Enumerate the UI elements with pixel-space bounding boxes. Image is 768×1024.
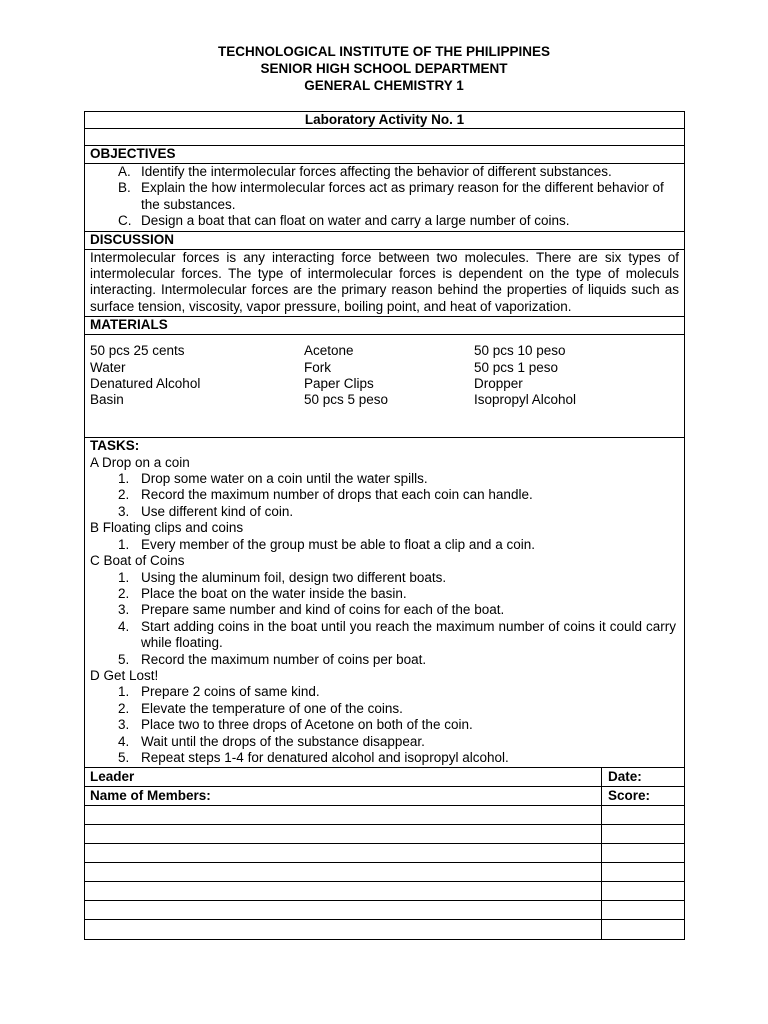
member-name-cell[interactable] xyxy=(85,844,602,862)
step-text: Repeat steps 1-4 for denatured alcohol and isopropyl alcohol. xyxy=(141,749,509,765)
step-number: 5. xyxy=(118,749,130,765)
tasks-body xyxy=(85,455,684,767)
list-marker: A. xyxy=(118,164,131,179)
step-text: Drop some water on a coin until the water spills. xyxy=(141,471,428,487)
task-group-title: A Drop on a coin xyxy=(90,454,190,470)
member-name-cell[interactable] xyxy=(85,825,602,843)
step-number: 1. xyxy=(118,536,130,552)
date-label[interactable]: Date: xyxy=(608,769,642,785)
material-item: 50 pcs 10 peso xyxy=(474,343,566,359)
step-number: 4. xyxy=(118,618,130,634)
member-score-cell[interactable] xyxy=(602,901,684,919)
step-text: Record the maximum number of coins per boat. xyxy=(141,651,427,667)
step-number: 2. xyxy=(118,487,130,503)
discussion-label: DISCUSSION xyxy=(90,231,175,247)
task-step xyxy=(90,717,676,733)
materials-column-1 xyxy=(90,343,304,437)
step-number: 2. xyxy=(118,585,130,601)
objectives-section xyxy=(85,164,684,232)
member-score-cell[interactable] xyxy=(602,825,684,843)
task-step xyxy=(90,652,676,668)
materials-column-3 xyxy=(474,343,674,437)
task-step xyxy=(90,586,676,602)
task-group-title: C Boat of Coins xyxy=(90,553,185,569)
objective-text: Explain the how intermolecular forces act as primary reason for the different behavior of the substances. xyxy=(141,180,664,212)
material-item: Water xyxy=(90,359,126,375)
list-item xyxy=(90,164,679,180)
step-number: 1. xyxy=(118,471,130,487)
member-name-cell[interactable] xyxy=(85,882,602,900)
materials-grid xyxy=(85,335,684,438)
list-item xyxy=(90,180,679,213)
step-number: 1. xyxy=(118,684,130,700)
signoff-table xyxy=(85,768,684,939)
members-row xyxy=(85,787,684,806)
task-step xyxy=(90,734,676,750)
material-item: Isopropyl Alcohol xyxy=(474,392,577,408)
step-text: Wait until the drops of the substance disappear. xyxy=(141,733,425,749)
members-label[interactable]: Name of Members: xyxy=(85,787,602,805)
member-name-cell[interactable] xyxy=(85,863,602,881)
materials-label-row xyxy=(85,317,684,335)
step-text: Start adding coins in the boat until you reach the maximum number of coins it could carry while floating. xyxy=(141,618,676,651)
task-step xyxy=(90,487,676,503)
lab-activity-sheet xyxy=(84,111,685,940)
member-score-cell[interactable] xyxy=(602,844,684,862)
member-score-cell[interactable] xyxy=(602,920,684,939)
member-name-cell[interactable] xyxy=(85,806,602,824)
task-step xyxy=(90,619,676,652)
list-item xyxy=(90,213,679,229)
task-step xyxy=(90,602,676,618)
material-item: Basin xyxy=(90,392,124,408)
leader-row xyxy=(85,768,684,787)
task-step xyxy=(90,570,676,586)
material-item: Denatured Alcohol xyxy=(90,376,201,392)
step-number: 2. xyxy=(118,700,130,716)
materials-column-2 xyxy=(304,343,474,437)
course-name: GENERAL CHEMISTRY 1 xyxy=(304,78,464,93)
member-entry-row xyxy=(85,806,684,825)
step-text: Prepare same number and kind of coins for each of the boat. xyxy=(141,602,505,618)
member-entry-row xyxy=(85,882,684,901)
step-text: Record the maximum number of drops that each coin can handle. xyxy=(141,487,533,503)
discussion-text: Intermolecular forces is any interacting force between two molecules. There are six types of intermolecular forces. The type of intermolecular forces is dependent on the type of moleculs interacting. Intermolecular forces are the primary reason behind the properties of liquids such as surface tension, viscosity, vapor pressure, boiling point, and heat of vaporization. xyxy=(85,250,684,318)
blank-row xyxy=(85,129,684,146)
task-step xyxy=(90,471,676,487)
step-text: Use different kind of coin. xyxy=(141,503,294,519)
material-item: 50 pcs 1 peso xyxy=(474,359,559,375)
member-score-cell[interactable] xyxy=(602,882,684,900)
list-marker: B. xyxy=(118,180,131,196)
department-name: SENIOR HIGH SCHOOL DEPARTMENT xyxy=(260,61,508,76)
task-step xyxy=(90,504,676,520)
step-number: 3. xyxy=(118,503,130,519)
member-entry-row xyxy=(85,844,684,863)
list-marker: C. xyxy=(118,213,132,229)
institution-name: TECHNOLOGICAL INSTITUTE OF THE PHILIPPINES xyxy=(217,44,550,59)
member-entry-row xyxy=(85,863,684,882)
material-item: 50 pcs 5 peso xyxy=(304,392,389,408)
step-text: Every member of the group must be able to float a clip and a coin. xyxy=(141,536,535,552)
step-text: Using the aluminum foil, design two different boats. xyxy=(141,569,447,585)
task-step xyxy=(90,537,676,553)
material-item: Acetone xyxy=(304,343,354,359)
discussion-label-row xyxy=(85,232,684,250)
member-entry-row xyxy=(85,825,684,844)
objectives-list xyxy=(90,164,679,230)
objectives-label-row xyxy=(85,146,684,164)
score-label[interactable]: Score: xyxy=(608,788,651,804)
material-item: Dropper xyxy=(474,376,523,392)
member-name-cell[interactable] xyxy=(85,901,602,919)
tasks-label: TASKS: xyxy=(90,438,140,454)
activity-title: Laboratory Activity No. 1 xyxy=(85,112,684,129)
step-number: 5. xyxy=(118,651,130,667)
objective-text: Design a boat that can float on water and carry a large number of coins. xyxy=(141,213,570,229)
task-step xyxy=(90,750,676,766)
step-text: Place two to three drops of Acetone on both of the coin. xyxy=(141,717,473,733)
material-item: Fork xyxy=(304,359,331,375)
step-text: Elevate the temperature of one of the coins. xyxy=(141,700,403,716)
tasks-section xyxy=(85,438,684,768)
task-group-title: B Floating clips and coins xyxy=(90,520,244,536)
step-text: Prepare 2 coins of same kind. xyxy=(141,684,320,700)
member-score-cell[interactable] xyxy=(602,806,684,824)
step-number: 3. xyxy=(118,717,130,733)
member-entry-row xyxy=(85,901,684,920)
objectives-label: OBJECTIVES xyxy=(90,146,176,161)
material-item: 50 pcs 25 cents xyxy=(90,343,185,359)
step-text: Place the boat on the water inside the basin. xyxy=(141,585,407,601)
document-header xyxy=(0,43,768,94)
task-group-title: D Get Lost! xyxy=(90,667,159,683)
materials-label: MATERIALS xyxy=(90,317,168,333)
member-name-cell[interactable] xyxy=(85,920,602,939)
member-entry-row xyxy=(85,920,684,939)
leader-label[interactable]: Leader xyxy=(85,768,602,786)
task-step xyxy=(90,701,676,717)
material-item: Paper Clips xyxy=(304,376,374,392)
objective-text: Identify the intermolecular forces affecting the behavior of different substances. xyxy=(141,164,612,179)
task-step xyxy=(90,684,676,700)
step-number: 1. xyxy=(118,569,130,585)
member-score-cell[interactable] xyxy=(602,863,684,881)
step-number: 3. xyxy=(118,602,130,618)
step-number: 4. xyxy=(118,733,130,749)
